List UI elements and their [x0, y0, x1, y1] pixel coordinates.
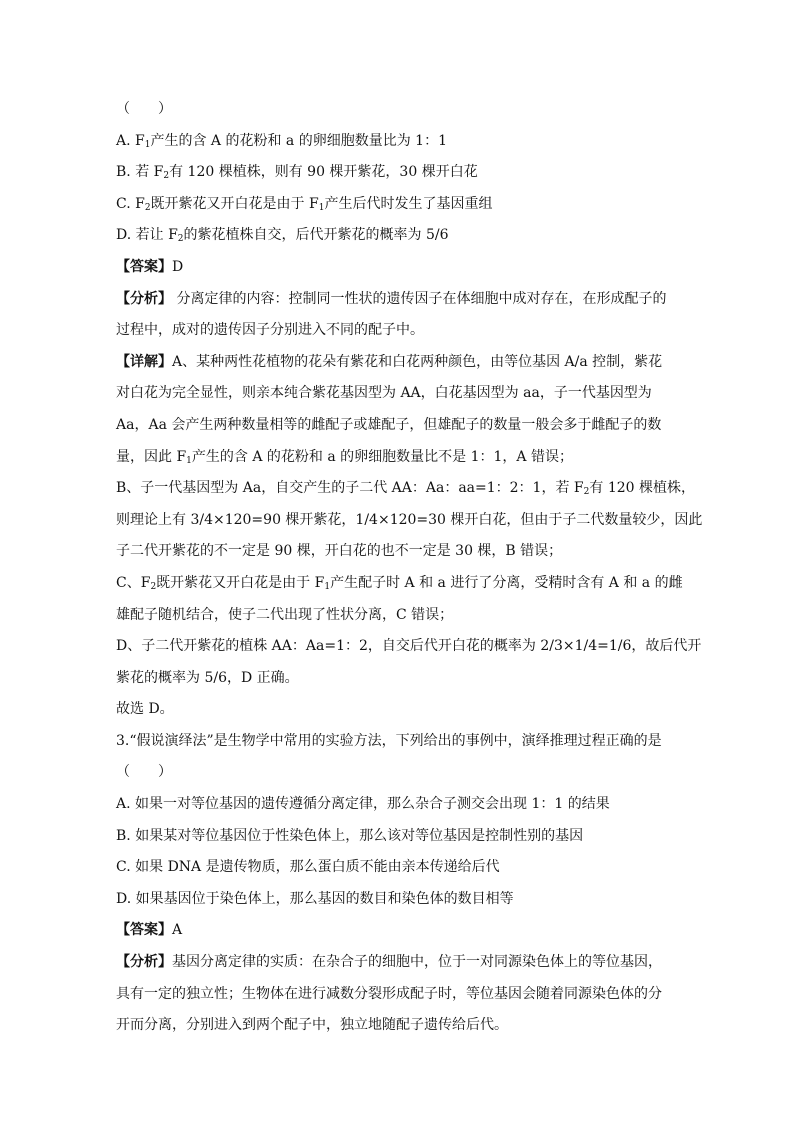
q3-paren: （ ）: [116, 764, 172, 781]
q3-analysis-line-3: 开而分离，分别进入到两个配子中，独立地随配子遗传给后代。: [116, 1017, 508, 1034]
q2-answer: [116, 252, 684, 284]
answer-value: D: [172, 258, 184, 275]
q2-detail-line-5: B、子一代基因型为 Aa，自交产生的子二代 AA：Aa：aa=1：2：1，若 $F_2$有 120 棵植株，: [116, 480, 695, 498]
q2-detail-line-9: 雄配子随机结合，使子二代出现了性状分离，C 错误；: [116, 606, 454, 623]
q2-analysis-line-1: 【分析】 分离定律的内容：控制同一性状的遗传因子在体细胞中成对存在，在形成配子的: [116, 290, 667, 307]
analysis-label: 【分析】: [116, 954, 172, 971]
q2-detail-line-1: 【详解】A、某种两性花植物的花朵有紫花和白花两种颜色，由等位基因 A/a 控制，紫花: [116, 353, 663, 370]
q2-paren: （ ）: [116, 101, 172, 117]
document-body: [116, 94, 703, 1042]
q2-detail-line-6: 则理论上有 3/4×120=90 棵开紫花，1/4×120=30 棵开白花，但由于子二代数量较少，因此: [116, 511, 703, 528]
q3-option-a: A. 如果一对等位基因的遗传遵循分离定律，那么杂合子测交会出现 1：1 的结果: [116, 796, 610, 813]
answer-value: A: [172, 922, 183, 939]
q2-detail-line-2: 对白花为完全显性，则亲本纯合紫花基因型为 AA，白花基因型为 aa，子一代基因型为: [116, 385, 652, 402]
q2-detail-line-10: D、子二代开紫花的植株 AA：Aa=1：2，自交后代开白花的概率为 2/3×1/4=1/6，故后代开: [116, 638, 702, 655]
q2-option-a: A. $F_1$产生的含 A 的花粉和 a 的卵细胞数量比为 1：1: [116, 132, 447, 150]
detail-label: 【详解】: [116, 353, 172, 370]
q2-detail-line-11: 紫花的概率为 5/6，D 正确。: [116, 669, 299, 686]
q3-analysis-line-2: 具有一定的独立性；生物体在进行减数分裂形成配子时，等位基因会随着同源染色体的分: [116, 985, 662, 1002]
q2-conclusion: 故选 D。: [116, 701, 174, 718]
q2-option-d: D. 若让 $F_2$的紫花植株自交，后代开紫花的概率为 5/6: [116, 227, 449, 245]
q3-option-c: C. 如果 DNA 是遗传物质，那么蛋白质不能由亲本传递给后代: [116, 859, 500, 876]
q3-option-d: D. 如果基因位于染色体上，那么基因的数目和染色体的数目相等: [116, 890, 514, 907]
answer-label: 【答案】: [116, 258, 172, 275]
q3-option-b: B. 如果某对等位基因位于性染色体上，那么该对等位基因是控制性别的基因: [116, 827, 584, 844]
q3-answer: [116, 915, 684, 947]
q2-analysis-line-2: 过程中，成对的遗传因子分别进入不同的配子中。: [116, 322, 424, 339]
analysis-label: 【分析】: [116, 290, 172, 307]
q3-analysis-line-1: 【分析】基因分离定律的实质：在杂合子的细胞中，位于一对同源染色体上的等位基因，: [116, 954, 662, 971]
q3-stem: 3.“假说演绎法”是生物学中常用的实验方法，下列给出的事例中，演绎推理过程正确的是: [116, 732, 662, 749]
q2-detail-line-8: C、$F_2$既开紫花又开白花是由于 $F_1$产生配子时 A 和 a 进行了分离，受精时含有 A 和 a 的雌: [116, 574, 683, 592]
answer-label: 【答案】: [116, 922, 172, 939]
q2-option-c: C. $F_2$既开紫花又开白花是由于 $F_1$产生后代时发生了基因重组: [116, 195, 493, 213]
q2-detail-line-7: 子二代开紫花的不一定是 90 棵，开白花的也不一定是 30 棵，B 错误；: [116, 543, 563, 560]
q2-detail-line-3: Aa，Aa 会产生两种数量相等的雌配子或雄配子，但雄配子的数量一般会多于雌配子的数: [116, 416, 662, 433]
q2-detail-line-4: 量，因此 $F_1$产生的含 A 的花粉和 a 的卵细胞数量比不是 1：1，A 错误；: [116, 448, 573, 466]
q2-option-b: B. 若 $F_2$有 120 棵植株，则有 90 棵开紫花，30 棵开白花: [116, 164, 478, 182]
